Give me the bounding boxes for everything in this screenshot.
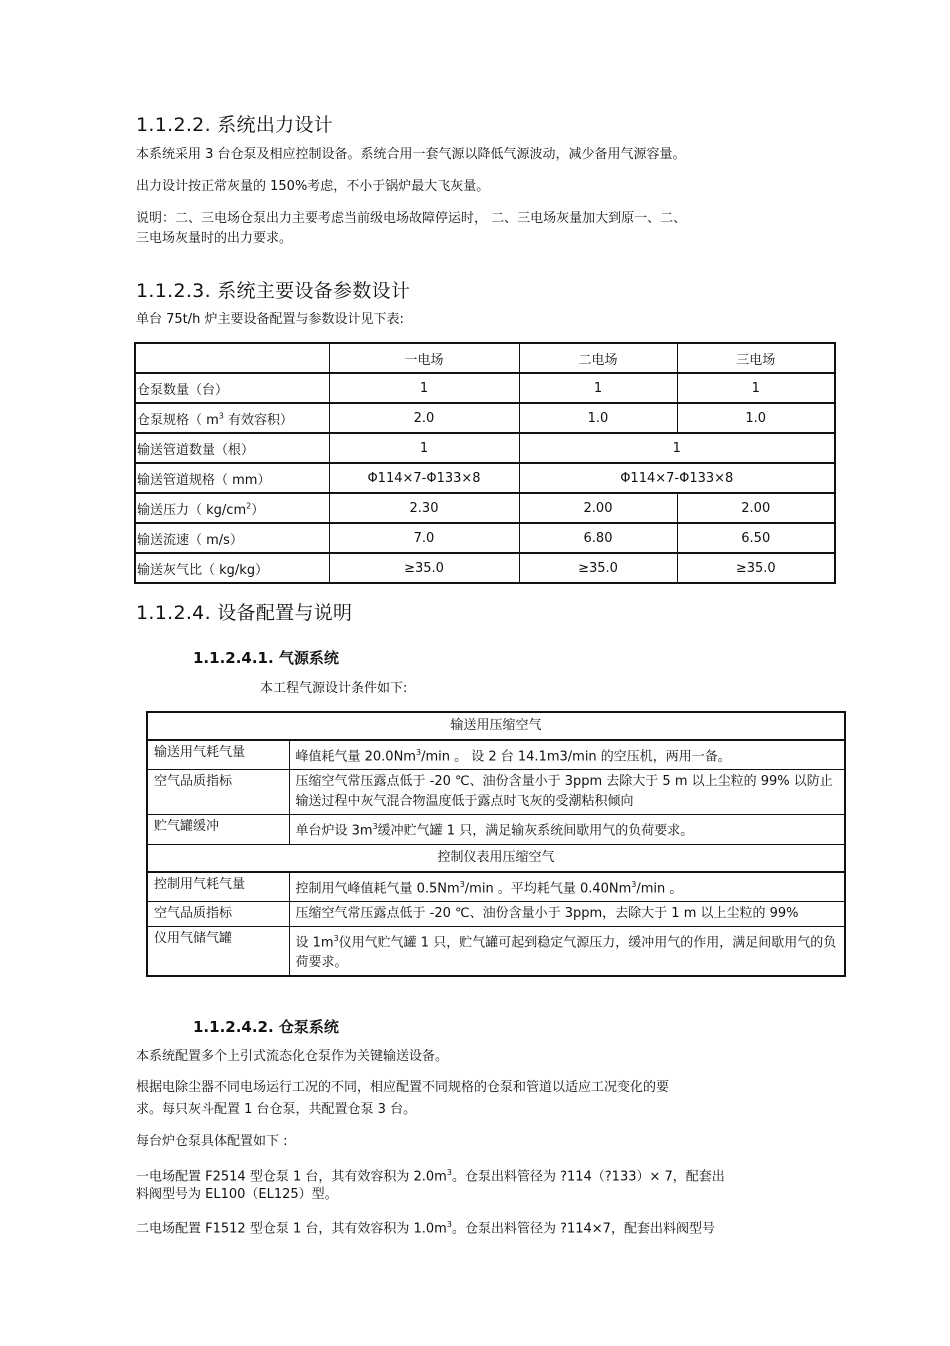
heading-11241: 1.1.2.4.1. 气源系统 <box>193 649 339 667</box>
table-cell: 1 <box>329 433 519 463</box>
table-cell: 6.80 <box>519 523 677 553</box>
table-section-header <box>147 844 845 872</box>
row-label: 输送用气耗气量 <box>147 740 289 770</box>
table-section-header <box>147 712 845 740</box>
row-label: 仪用气储气罐 <box>147 926 289 976</box>
row-label: 输送流速（ m/s） <box>135 523 329 553</box>
table-cell: 压缩空气常压露点低于 -20 ℃、油份含量小于 3ppm 去除大于 5 m 以上尘粒的 99% 以防止输送过程中灰气混合物温度低于露点时飞灰的受潮粘积倾向 <box>289 770 845 815</box>
section-header-cell: 控制仪表用压缩空气 <box>147 844 845 872</box>
table-cell-merged: Φ114×7-Φ133×8 <box>519 463 835 493</box>
row-label: 仓泵规格（ $m^3$ 有效容积） <box>135 403 329 433</box>
heading-1124: 1.1.2.4. 设备配置与说明 <box>136 602 353 624</box>
header-cell: 二电场 <box>519 343 677 373</box>
table-row <box>147 926 845 976</box>
table-row <box>147 770 845 815</box>
paragraph: 一电场配置 F2514 型仓泵 1 台，其有效容积为 $2.0m^3$。仓泵出料管径为 ?114（?133）× 7，配套出 <box>136 1168 725 1185</box>
row-label: 输送灰气比（ kg/kg） <box>135 553 329 583</box>
table-row <box>135 403 835 433</box>
paragraph: 求。每只灰斗配置 1 台仓泵，共配置仓泵 3 台。 <box>136 1102 417 1117</box>
row-label: 仓泵数量（台） <box>135 373 329 403</box>
table-cell: 2.0 <box>329 403 519 433</box>
table-cell: 2.00 <box>519 493 677 523</box>
heading-1123: 1.1.2.3. 系统主要设备参数设计 <box>136 280 411 302</box>
table-row <box>147 872 845 902</box>
paragraph: 料阀型号为 EL100（EL125）型。 <box>136 1187 338 1202</box>
air-source-intro: 本工程气源设计条件如下: <box>260 681 408 696</box>
table-cell-merged: 1 <box>519 433 835 463</box>
table-cell: 7.0 <box>329 523 519 553</box>
paragraph: 本系统采用 3 台仓泵及相应控制设备。系统合用一套气源以降低气源波动，减少备用气源容量。 <box>136 147 686 162</box>
table-row <box>135 463 835 493</box>
paragraph: 本系统配置多个上引式流态化仓泵作为关键输送设备。 <box>136 1049 449 1064</box>
table-cell: ≥35.0 <box>329 553 519 583</box>
paragraph: 根据电除尘器不同电场运行工况的不同，相应配置不同规格的仓泵和管道以适应工况变化的要 <box>136 1080 670 1095</box>
paragraph: 二电场配置 F1512 型仓泵 1 台，其有效容积为 $1.0m^3$。仓泵出料管径为 ?114×7，配套出料阀型号 <box>136 1220 715 1237</box>
table-row <box>147 815 845 844</box>
header-cell: 一电场 <box>329 343 519 373</box>
section-header-cell: 输送用压缩空气 <box>147 712 845 740</box>
table-row <box>135 553 835 583</box>
table-cell: 单台炉设 $3m^3$缓冲贮气罐 1 只，满足输灰系统间歇用气的负荷要求。 <box>289 815 845 844</box>
table-cell: 压缩空气常压露点低于 -20 ℃、油份含量小于 3ppm，去除大于 1 m 以上尘粒的 99% <box>289 901 845 926</box>
table-cell: 1 <box>329 373 519 403</box>
table-intro: 单台 75t/h 炉主要设备配置与参数设计见下表: <box>136 312 404 327</box>
table-cell: 设 $1m^3$仪用气贮气罐 1 只，贮气罐可起到稳定气源压力，缓冲用气的作用，满足间歇用气的负荷要求。 <box>289 926 845 976</box>
table-cell: 1.0 <box>519 403 677 433</box>
table-cell: 峰值耗气量 20.0Nm$^3$/min 。 设 2 台 14.1m3/min 的空压机，两用一备。 <box>289 740 845 770</box>
equipment-parameter-table <box>134 342 836 584</box>
row-label: 空气品质指标 <box>147 901 289 926</box>
paragraph: 每台炉仓泵具体配置如下 : <box>136 1134 288 1149</box>
table-cell: 6.50 <box>677 523 835 553</box>
row-label: 输送压力（ $kg/cm^2$） <box>135 493 329 523</box>
table-cell: 2.30 <box>329 493 519 523</box>
table-cell: 1 <box>519 373 677 403</box>
paragraph: 说明：二、三电场仓泵出力主要考虑当前级电场故障停运时， 二、三电场灰量加大到原一、二、 <box>136 211 687 226</box>
table-row <box>147 740 845 770</box>
table-row <box>135 523 835 553</box>
table-row <box>135 493 835 523</box>
header-cell <box>135 343 329 373</box>
table-cell: ≥35.0 <box>677 553 835 583</box>
table-cell: 1 <box>677 373 835 403</box>
heading-1122: 1.1.2.2. 系统出力设计 <box>136 114 334 136</box>
table-header-row <box>135 343 835 373</box>
row-label: 输送管道规格（ mm） <box>135 463 329 493</box>
table-cell: ≥35.0 <box>519 553 677 583</box>
air-source-table <box>146 711 846 977</box>
table-cell: 2.00 <box>677 493 835 523</box>
row-label: 输送管道数量（根） <box>135 433 329 463</box>
paragraph: 三电场灰量时的出力要求。 <box>136 231 293 246</box>
paragraph: 出力设计按正常灰量的 150%考虑，不小于锅炉最大飞灰量。 <box>136 179 490 194</box>
table-cell: Φ114×7-Φ133×8 <box>329 463 519 493</box>
table-cell: 控制用气峰值耗气量 0.5Nm$^3$/min 。平均耗气量 0.40Nm$^3$/min 。 <box>289 872 845 902</box>
table-row <box>147 901 845 926</box>
row-label: 空气品质指标 <box>147 770 289 815</box>
row-label: 贮气罐缓冲 <box>147 815 289 844</box>
heading-11242: 1.1.2.4.2. 仓泵系统 <box>193 1018 339 1036</box>
table-cell: 1.0 <box>677 403 835 433</box>
row-label: 控制用气耗气量 <box>147 872 289 902</box>
header-cell: 三电场 <box>677 343 835 373</box>
table-row <box>135 433 835 463</box>
table-row <box>135 373 835 403</box>
